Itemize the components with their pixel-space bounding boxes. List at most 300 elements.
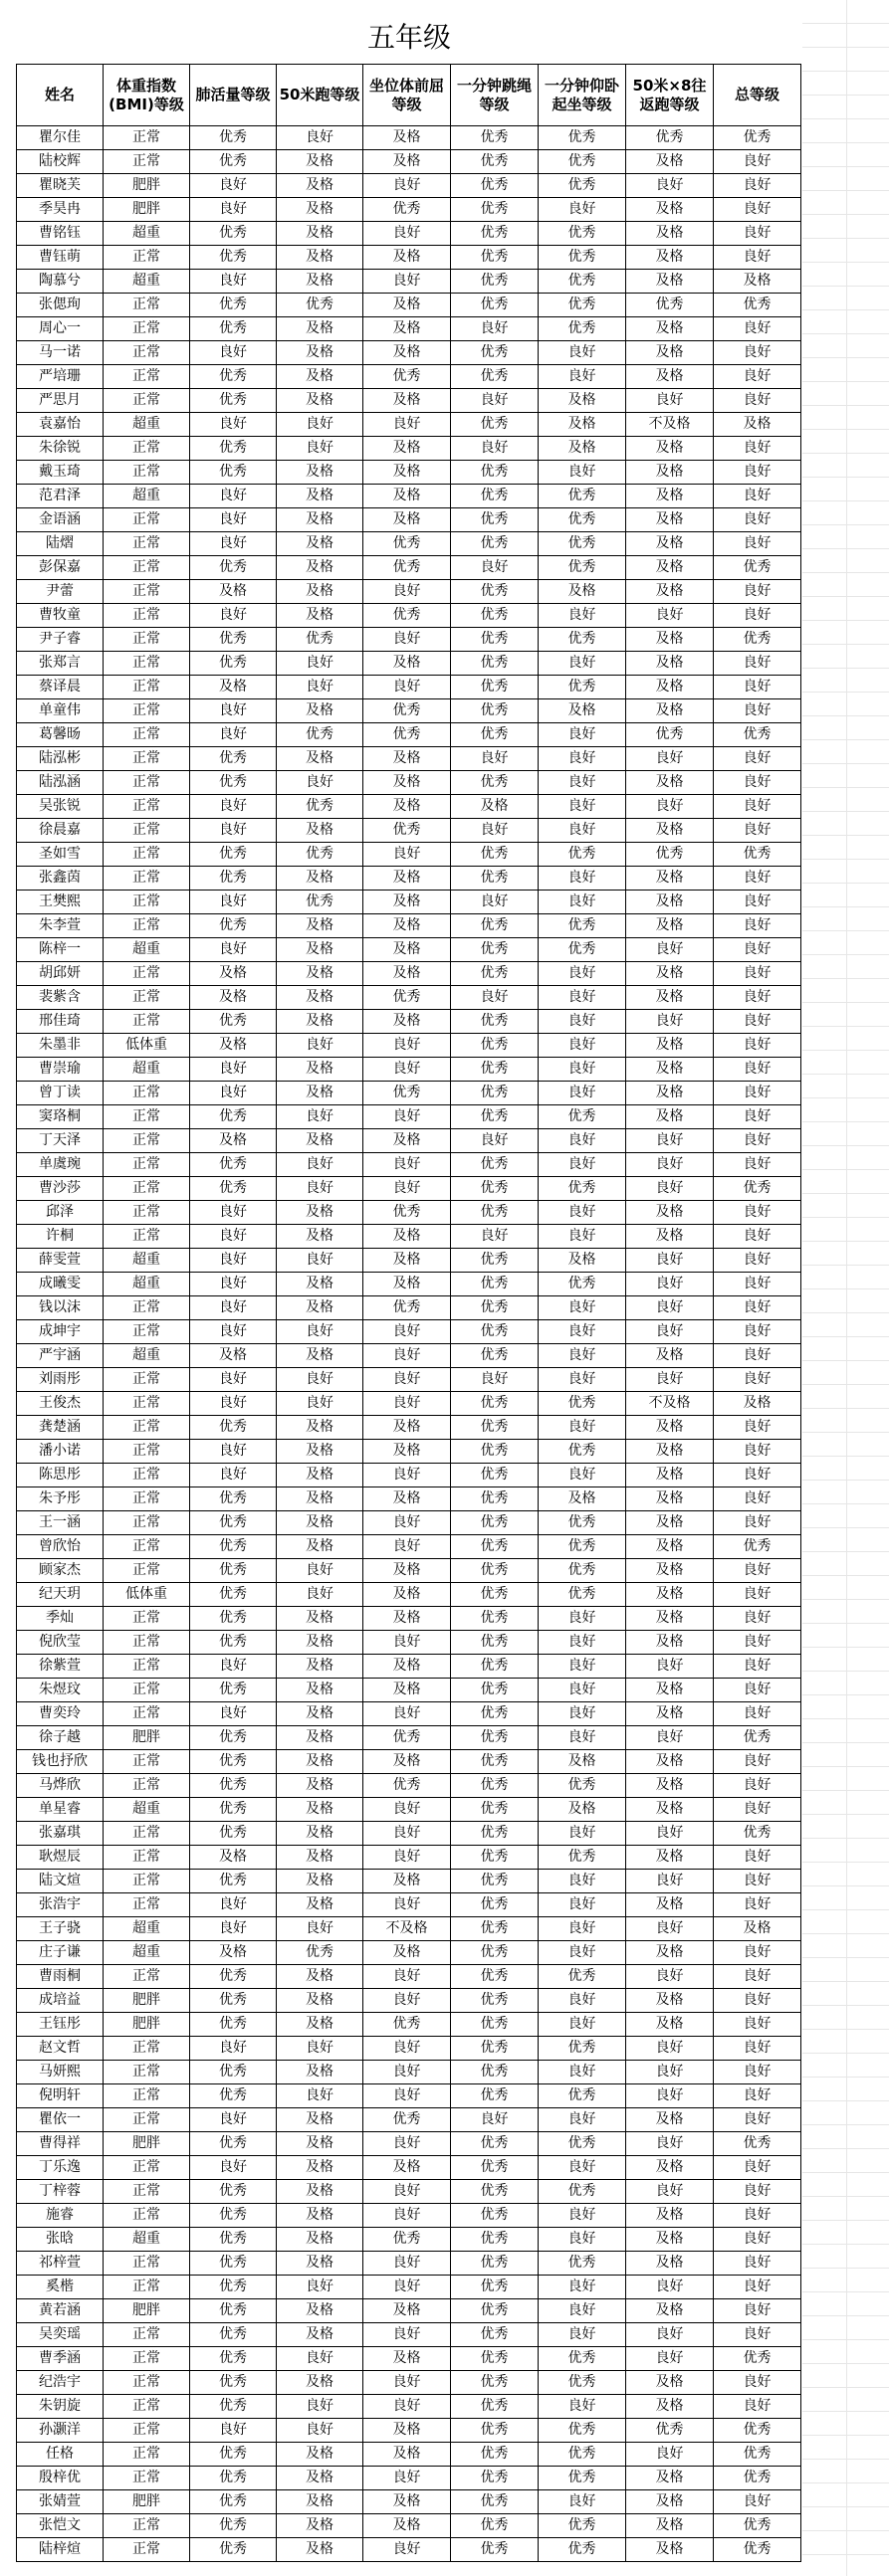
cell-sprint[interactable]: 良好 [277, 1320, 363, 1344]
cell-lung[interactable]: 优秀 [190, 2538, 277, 2562]
cell-lung[interactable]: 良好 [190, 1201, 277, 1225]
cell-name[interactable]: 范君泽 [17, 485, 104, 508]
cell-situp[interactable]: 良好 [539, 341, 626, 365]
cell-rope[interactable]: 优秀 [451, 914, 539, 938]
cell-sprint[interactable]: 及格 [277, 1201, 363, 1225]
cell-sit-reach[interactable]: 及格 [363, 2156, 451, 2180]
cell-total[interactable]: 良好 [714, 2323, 801, 2347]
cell-total[interactable]: 良好 [714, 2371, 801, 2395]
cell-sprint[interactable]: 及格 [277, 1344, 363, 1368]
cell-rope[interactable]: 优秀 [451, 1201, 539, 1225]
cell-sprint[interactable]: 及格 [277, 1511, 363, 1535]
cell-sit-reach[interactable]: 良好 [363, 2467, 451, 2490]
cell-rope[interactable]: 优秀 [451, 126, 539, 150]
cell-situp[interactable]: 优秀 [539, 174, 626, 198]
cell-shuttle[interactable]: 及格 [626, 867, 714, 891]
cell-sprint[interactable]: 及格 [277, 2252, 363, 2276]
cell-sprint[interactable]: 及格 [277, 556, 363, 580]
cell-name[interactable]: 陆文煊 [17, 1870, 104, 1893]
cell-name[interactable]: 张嘉琪 [17, 1822, 104, 1846]
cell-sit-reach[interactable]: 良好 [363, 843, 451, 867]
cell-situp[interactable]: 优秀 [539, 317, 626, 341]
cell-name[interactable]: 瞿依一 [17, 2108, 104, 2132]
cell-sit-reach[interactable]: 及格 [363, 485, 451, 508]
cell-sprint[interactable]: 及格 [277, 508, 363, 532]
cell-sprint[interactable]: 优秀 [277, 843, 363, 867]
cell-sprint[interactable]: 及格 [277, 2180, 363, 2204]
cell-sprint[interactable]: 及格 [277, 747, 363, 771]
cell-bmi[interactable]: 正常 [104, 1440, 190, 1464]
cell-sprint[interactable]: 优秀 [277, 795, 363, 819]
cell-sprint[interactable]: 良好 [277, 1559, 363, 1583]
cell-name[interactable]: 周心一 [17, 317, 104, 341]
cell-name[interactable]: 赵文哲 [17, 2037, 104, 2061]
cell-situp[interactable]: 良好 [539, 1822, 626, 1846]
cell-total[interactable]: 良好 [714, 1631, 801, 1655]
cell-sprint[interactable]: 及格 [277, 1726, 363, 1750]
cell-rope[interactable]: 优秀 [451, 1511, 539, 1535]
cell-bmi[interactable]: 正常 [104, 389, 190, 413]
cell-sit-reach[interactable]: 及格 [363, 1487, 451, 1511]
cell-total[interactable]: 良好 [714, 389, 801, 413]
cell-name[interactable]: 曹沙莎 [17, 1177, 104, 1201]
cell-bmi[interactable]: 正常 [104, 1870, 190, 1893]
cell-situp[interactable]: 良好 [539, 771, 626, 795]
cell-sprint[interactable]: 及格 [277, 1631, 363, 1655]
cell-name[interactable]: 王俊杰 [17, 1392, 104, 1416]
cell-rope[interactable]: 优秀 [451, 2180, 539, 2204]
cell-sprint[interactable]: 及格 [277, 1082, 363, 1105]
cell-name[interactable]: 钱以沫 [17, 1296, 104, 1320]
cell-rope[interactable]: 优秀 [451, 1320, 539, 1344]
cell-bmi[interactable]: 正常 [104, 2108, 190, 2132]
cell-name[interactable]: 成坤宇 [17, 1320, 104, 1344]
cell-situp[interactable]: 优秀 [539, 843, 626, 867]
cell-total[interactable]: 良好 [714, 938, 801, 962]
cell-sit-reach[interactable]: 及格 [363, 1010, 451, 1034]
cell-total[interactable]: 良好 [714, 2204, 801, 2228]
cell-total[interactable]: 良好 [714, 914, 801, 938]
cell-name[interactable]: 曾欣怡 [17, 1535, 104, 1559]
cell-sprint[interactable]: 良好 [277, 2084, 363, 2108]
cell-sit-reach[interactable]: 不及格 [363, 1917, 451, 1941]
cell-bmi[interactable]: 正常 [104, 1631, 190, 1655]
cell-shuttle[interactable]: 及格 [626, 986, 714, 1010]
cell-bmi[interactable]: 正常 [104, 1105, 190, 1129]
cell-rope[interactable]: 优秀 [451, 867, 539, 891]
cell-rope[interactable]: 优秀 [451, 508, 539, 532]
cell-shuttle[interactable]: 及格 [626, 652, 714, 676]
cell-lung[interactable]: 优秀 [190, 2514, 277, 2538]
cell-name[interactable]: 曹崇瑜 [17, 1058, 104, 1082]
cell-sit-reach[interactable]: 优秀 [363, 556, 451, 580]
cell-bmi[interactable]: 超重 [104, 2228, 190, 2252]
cell-rope[interactable]: 优秀 [451, 1559, 539, 1583]
cell-rope[interactable]: 优秀 [451, 2252, 539, 2276]
cell-lung[interactable]: 优秀 [190, 1631, 277, 1655]
cell-bmi[interactable]: 正常 [104, 1559, 190, 1583]
cell-sprint[interactable]: 及格 [277, 1440, 363, 1464]
cell-bmi[interactable]: 正常 [104, 2419, 190, 2443]
cell-bmi[interactable]: 正常 [104, 317, 190, 341]
cell-total[interactable]: 良好 [714, 2180, 801, 2204]
cell-sit-reach[interactable]: 及格 [363, 1750, 451, 1774]
cell-situp[interactable]: 良好 [539, 1941, 626, 1965]
cell-name[interactable]: 单童伟 [17, 699, 104, 723]
cell-rope[interactable]: 良好 [451, 317, 539, 341]
cell-sit-reach[interactable]: 及格 [363, 652, 451, 676]
cell-lung[interactable]: 良好 [190, 1296, 277, 1320]
cell-shuttle[interactable]: 及格 [626, 1440, 714, 1464]
cell-situp[interactable]: 良好 [539, 867, 626, 891]
cell-situp[interactable]: 良好 [539, 2204, 626, 2228]
cell-sprint[interactable]: 良好 [277, 2419, 363, 2443]
cell-lung[interactable]: 优秀 [190, 1750, 277, 1774]
cell-total[interactable]: 良好 [714, 652, 801, 676]
cell-lung[interactable]: 优秀 [190, 294, 277, 317]
cell-sit-reach[interactable]: 及格 [363, 867, 451, 891]
cell-situp[interactable]: 良好 [539, 1702, 626, 1726]
cell-lung[interactable]: 优秀 [190, 1774, 277, 1798]
cell-situp[interactable]: 优秀 [539, 1177, 626, 1201]
cell-situp[interactable]: 良好 [539, 1989, 626, 2013]
cell-sit-reach[interactable]: 良好 [363, 1034, 451, 1058]
cell-situp[interactable]: 优秀 [539, 1965, 626, 1989]
cell-rope[interactable]: 优秀 [451, 1487, 539, 1511]
cell-sit-reach[interactable]: 良好 [363, 2061, 451, 2084]
cell-situp[interactable]: 良好 [539, 1034, 626, 1058]
cell-shuttle[interactable]: 及格 [626, 891, 714, 914]
cell-name[interactable]: 邱泽 [17, 1201, 104, 1225]
cell-sit-reach[interactable]: 良好 [363, 2323, 451, 2347]
cell-name[interactable]: 张晗 [17, 2228, 104, 2252]
cell-sit-reach[interactable]: 优秀 [363, 986, 451, 1010]
cell-shuttle[interactable]: 及格 [626, 1225, 714, 1249]
cell-lung[interactable]: 优秀 [190, 2323, 277, 2347]
cell-sprint[interactable]: 及格 [277, 604, 363, 628]
cell-bmi[interactable]: 超重 [104, 270, 190, 294]
cell-rope[interactable]: 优秀 [451, 1702, 539, 1726]
cell-rope[interactable]: 优秀 [451, 461, 539, 485]
cell-name[interactable]: 单虞琬 [17, 1153, 104, 1177]
cell-sit-reach[interactable]: 良好 [363, 2132, 451, 2156]
cell-shuttle[interactable]: 及格 [626, 819, 714, 843]
cell-shuttle[interactable]: 良好 [626, 2180, 714, 2204]
cell-sprint[interactable]: 良好 [277, 1583, 363, 1607]
cell-bmi[interactable]: 肥胖 [104, 174, 190, 198]
cell-sprint[interactable]: 及格 [277, 1058, 363, 1082]
cell-bmi[interactable]: 正常 [104, 1320, 190, 1344]
cell-lung[interactable]: 良好 [190, 1225, 277, 1249]
cell-sprint[interactable]: 良好 [277, 2276, 363, 2299]
cell-total[interactable]: 良好 [714, 1129, 801, 1153]
cell-total[interactable]: 良好 [714, 1511, 801, 1535]
cell-lung[interactable]: 优秀 [190, 1822, 277, 1846]
cell-lung[interactable]: 良好 [190, 723, 277, 747]
cell-name[interactable]: 丁天泽 [17, 1129, 104, 1153]
cell-rope[interactable]: 良好 [451, 1129, 539, 1153]
cell-shuttle[interactable]: 及格 [626, 2228, 714, 2252]
cell-name[interactable]: 纪天玥 [17, 1583, 104, 1607]
cell-bmi[interactable]: 肥胖 [104, 198, 190, 222]
cell-lung[interactable]: 优秀 [190, 628, 277, 652]
cell-shuttle[interactable]: 及格 [626, 2490, 714, 2514]
cell-sit-reach[interactable]: 及格 [363, 294, 451, 317]
cell-lung[interactable]: 及格 [190, 1344, 277, 1368]
cell-situp[interactable]: 良好 [539, 1870, 626, 1893]
cell-situp[interactable]: 良好 [539, 723, 626, 747]
cell-name[interactable]: 吴奕瑶 [17, 2323, 104, 2347]
cell-bmi[interactable]: 正常 [104, 986, 190, 1010]
cell-sit-reach[interactable]: 及格 [363, 1870, 451, 1893]
cell-sit-reach[interactable]: 优秀 [363, 604, 451, 628]
cell-lung[interactable]: 优秀 [190, 2084, 277, 2108]
cell-situp[interactable]: 良好 [539, 1464, 626, 1487]
cell-bmi[interactable]: 正常 [104, 1153, 190, 1177]
cell-name[interactable]: 裴紫含 [17, 986, 104, 1010]
cell-situp[interactable]: 优秀 [539, 1846, 626, 1870]
cell-total[interactable]: 良好 [714, 819, 801, 843]
cell-lung[interactable]: 优秀 [190, 2371, 277, 2395]
cell-lung[interactable]: 优秀 [190, 2061, 277, 2084]
cell-shuttle[interactable]: 及格 [626, 1034, 714, 1058]
cell-lung[interactable]: 优秀 [190, 1487, 277, 1511]
cell-rope[interactable]: 优秀 [451, 2276, 539, 2299]
cell-sprint[interactable]: 及格 [277, 1296, 363, 1320]
cell-situp[interactable]: 优秀 [539, 246, 626, 270]
cell-situp[interactable]: 优秀 [539, 556, 626, 580]
cell-situp[interactable]: 良好 [539, 1679, 626, 1702]
cell-lung[interactable]: 优秀 [190, 914, 277, 938]
cell-name[interactable]: 曹铭钰 [17, 222, 104, 246]
cell-name[interactable]: 马烨欣 [17, 1774, 104, 1798]
cell-bmi[interactable]: 正常 [104, 1225, 190, 1249]
cell-lung[interactable]: 优秀 [190, 246, 277, 270]
cell-name[interactable]: 顾家杰 [17, 1559, 104, 1583]
cell-bmi[interactable]: 正常 [104, 2347, 190, 2371]
cell-name[interactable]: 朱李萱 [17, 914, 104, 938]
cell-total[interactable]: 良好 [714, 2276, 801, 2299]
cell-sprint[interactable]: 良好 [277, 2395, 363, 2419]
cell-bmi[interactable]: 正常 [104, 2514, 190, 2538]
cell-lung[interactable]: 及格 [190, 962, 277, 986]
cell-total[interactable]: 良好 [714, 461, 801, 485]
cell-sit-reach[interactable]: 良好 [363, 413, 451, 437]
cell-total[interactable]: 良好 [714, 1846, 801, 1870]
cell-shuttle[interactable]: 及格 [626, 1679, 714, 1702]
cell-bmi[interactable]: 正常 [104, 461, 190, 485]
cell-shuttle[interactable]: 及格 [626, 2252, 714, 2276]
cell-rope[interactable]: 及格 [451, 795, 539, 819]
cell-total[interactable]: 良好 [714, 1082, 801, 1105]
cell-total[interactable]: 良好 [714, 508, 801, 532]
cell-total[interactable]: 良好 [714, 1702, 801, 1726]
cell-rope[interactable]: 优秀 [451, 1917, 539, 1941]
cell-shuttle[interactable]: 及格 [626, 2371, 714, 2395]
cell-lung[interactable]: 优秀 [190, 150, 277, 174]
cell-situp[interactable]: 良好 [539, 1631, 626, 1655]
cell-shuttle[interactable]: 及格 [626, 1416, 714, 1440]
cell-lung[interactable]: 及格 [190, 580, 277, 604]
cell-total[interactable]: 良好 [714, 485, 801, 508]
cell-sprint[interactable]: 良好 [277, 1177, 363, 1201]
cell-lung[interactable]: 良好 [190, 1392, 277, 1416]
cell-lung[interactable]: 优秀 [190, 2276, 277, 2299]
cell-name[interactable]: 蔡译晨 [17, 676, 104, 699]
cell-name[interactable]: 曹季涵 [17, 2347, 104, 2371]
cell-rope[interactable]: 优秀 [451, 580, 539, 604]
cell-sit-reach[interactable]: 良好 [363, 580, 451, 604]
cell-name[interactable]: 曹得祥 [17, 2132, 104, 2156]
cell-total[interactable]: 良好 [714, 1010, 801, 1034]
cell-sit-reach[interactable]: 优秀 [363, 723, 451, 747]
cell-sit-reach[interactable]: 良好 [363, 222, 451, 246]
cell-total[interactable]: 良好 [714, 2013, 801, 2037]
cell-lung[interactable]: 优秀 [190, 1416, 277, 1440]
cell-shuttle[interactable]: 不及格 [626, 1392, 714, 1416]
cell-total[interactable]: 良好 [714, 1034, 801, 1058]
cell-bmi[interactable]: 正常 [104, 150, 190, 174]
cell-name[interactable]: 季灿 [17, 1607, 104, 1631]
cell-sprint[interactable]: 及格 [277, 1655, 363, 1679]
cell-shuttle[interactable]: 及格 [626, 962, 714, 986]
cell-bmi[interactable]: 正常 [104, 341, 190, 365]
cell-rope[interactable]: 优秀 [451, 413, 539, 437]
cell-bmi[interactable]: 正常 [104, 2037, 190, 2061]
cell-sprint[interactable]: 及格 [277, 2156, 363, 2180]
cell-lung[interactable]: 良好 [190, 699, 277, 723]
cell-sprint[interactable]: 及格 [277, 317, 363, 341]
cell-rope[interactable]: 优秀 [451, 2037, 539, 2061]
cell-shuttle[interactable]: 及格 [626, 1511, 714, 1535]
cell-sit-reach[interactable]: 良好 [363, 676, 451, 699]
cell-sprint[interactable]: 及格 [277, 365, 363, 389]
cell-sit-reach[interactable]: 优秀 [363, 1201, 451, 1225]
cell-name[interactable]: 朱煜玟 [17, 1679, 104, 1702]
cell-rope[interactable]: 优秀 [451, 2538, 539, 2562]
cell-rope[interactable]: 优秀 [451, 2156, 539, 2180]
cell-lung[interactable]: 优秀 [190, 2490, 277, 2514]
cell-sprint[interactable]: 及格 [277, 986, 363, 1010]
cell-sit-reach[interactable]: 良好 [363, 1822, 451, 1846]
cell-shuttle[interactable]: 良好 [626, 389, 714, 413]
cell-name[interactable]: 王樊熙 [17, 891, 104, 914]
cell-name[interactable]: 殷梓优 [17, 2467, 104, 2490]
cell-sprint[interactable]: 优秀 [277, 628, 363, 652]
cell-rope[interactable]: 优秀 [451, 150, 539, 174]
cell-lung[interactable]: 优秀 [190, 2204, 277, 2228]
cell-total[interactable]: 优秀 [714, 126, 801, 150]
cell-total[interactable]: 良好 [714, 891, 801, 914]
cell-name[interactable]: 王钰彤 [17, 2013, 104, 2037]
cell-sprint[interactable]: 良好 [277, 2037, 363, 2061]
cell-lung[interactable]: 优秀 [190, 2467, 277, 2490]
cell-sit-reach[interactable]: 优秀 [363, 819, 451, 843]
cell-situp[interactable]: 良好 [539, 1726, 626, 1750]
cell-bmi[interactable]: 超重 [104, 1344, 190, 1368]
cell-total[interactable]: 良好 [714, 365, 801, 389]
cell-situp[interactable]: 优秀 [539, 150, 626, 174]
cell-shuttle[interactable]: 及格 [626, 317, 714, 341]
cell-lung[interactable]: 优秀 [190, 126, 277, 150]
cell-situp[interactable]: 优秀 [539, 914, 626, 938]
cell-sit-reach[interactable]: 及格 [363, 1273, 451, 1296]
cell-bmi[interactable]: 正常 [104, 365, 190, 389]
cell-total[interactable]: 良好 [714, 1416, 801, 1440]
cell-shuttle[interactable]: 及格 [626, 580, 714, 604]
cell-rope[interactable]: 优秀 [451, 532, 539, 556]
cell-situp[interactable]: 良好 [539, 1893, 626, 1917]
cell-rope[interactable]: 优秀 [451, 2419, 539, 2443]
header-total[interactable]: 总等级 [714, 65, 801, 126]
cell-rope[interactable]: 优秀 [451, 1607, 539, 1631]
cell-total[interactable]: 及格 [714, 1392, 801, 1416]
cell-name[interactable]: 任格 [17, 2443, 104, 2467]
cell-situp[interactable]: 优秀 [539, 2443, 626, 2467]
cell-shuttle[interactable]: 良好 [626, 1129, 714, 1153]
cell-name[interactable]: 薛雯萱 [17, 1249, 104, 1273]
cell-lung[interactable]: 优秀 [190, 437, 277, 461]
cell-name[interactable]: 严思月 [17, 389, 104, 413]
cell-shuttle[interactable]: 及格 [626, 1082, 714, 1105]
cell-bmi[interactable]: 正常 [104, 2061, 190, 2084]
cell-bmi[interactable]: 正常 [104, 1082, 190, 1105]
cell-bmi[interactable]: 正常 [104, 1679, 190, 1702]
cell-sit-reach[interactable]: 良好 [363, 270, 451, 294]
cell-situp[interactable]: 良好 [539, 2156, 626, 2180]
cell-sprint[interactable]: 及格 [277, 699, 363, 723]
cell-name[interactable]: 张偲珣 [17, 294, 104, 317]
cell-name[interactable]: 孙灏洋 [17, 2419, 104, 2443]
cell-lung[interactable]: 优秀 [190, 2180, 277, 2204]
cell-rope[interactable]: 优秀 [451, 1870, 539, 1893]
cell-name[interactable]: 龚楚涵 [17, 1416, 104, 1440]
cell-lung[interactable]: 良好 [190, 270, 277, 294]
cell-situp[interactable]: 优秀 [539, 1105, 626, 1129]
cell-sprint[interactable]: 及格 [277, 1750, 363, 1774]
cell-sit-reach[interactable]: 及格 [363, 2419, 451, 2443]
cell-situp[interactable]: 及格 [539, 580, 626, 604]
cell-sprint[interactable]: 良好 [277, 1392, 363, 1416]
cell-lung[interactable]: 优秀 [190, 2252, 277, 2276]
cell-lung[interactable]: 良好 [190, 198, 277, 222]
cell-sit-reach[interactable]: 及格 [363, 341, 451, 365]
cell-situp[interactable]: 优秀 [539, 485, 626, 508]
cell-total[interactable]: 良好 [714, 580, 801, 604]
cell-shuttle[interactable]: 良好 [626, 938, 714, 962]
cell-bmi[interactable]: 肥胖 [104, 2490, 190, 2514]
cell-situp[interactable]: 良好 [539, 1320, 626, 1344]
cell-lung[interactable]: 优秀 [190, 1989, 277, 2013]
cell-sit-reach[interactable]: 良好 [363, 2180, 451, 2204]
cell-lung[interactable]: 及格 [190, 1129, 277, 1153]
cell-situp[interactable]: 优秀 [539, 2252, 626, 2276]
cell-shuttle[interactable]: 及格 [626, 341, 714, 365]
cell-situp[interactable]: 良好 [539, 652, 626, 676]
cell-shuttle[interactable]: 良好 [626, 1153, 714, 1177]
cell-rope[interactable]: 优秀 [451, 1631, 539, 1655]
header-bmi[interactable]: 体重指数(BMI)等级 [104, 65, 190, 126]
cell-bmi[interactable]: 正常 [104, 1392, 190, 1416]
cell-sprint[interactable]: 及格 [277, 1273, 363, 1296]
cell-bmi[interactable]: 正常 [104, 771, 190, 795]
cell-bmi[interactable]: 正常 [104, 2156, 190, 2180]
cell-situp[interactable]: 优秀 [539, 1774, 626, 1798]
cell-sit-reach[interactable]: 优秀 [363, 365, 451, 389]
cell-name[interactable]: 葛馨旸 [17, 723, 104, 747]
cell-situp[interactable]: 优秀 [539, 1583, 626, 1607]
cell-sit-reach[interactable]: 良好 [363, 628, 451, 652]
